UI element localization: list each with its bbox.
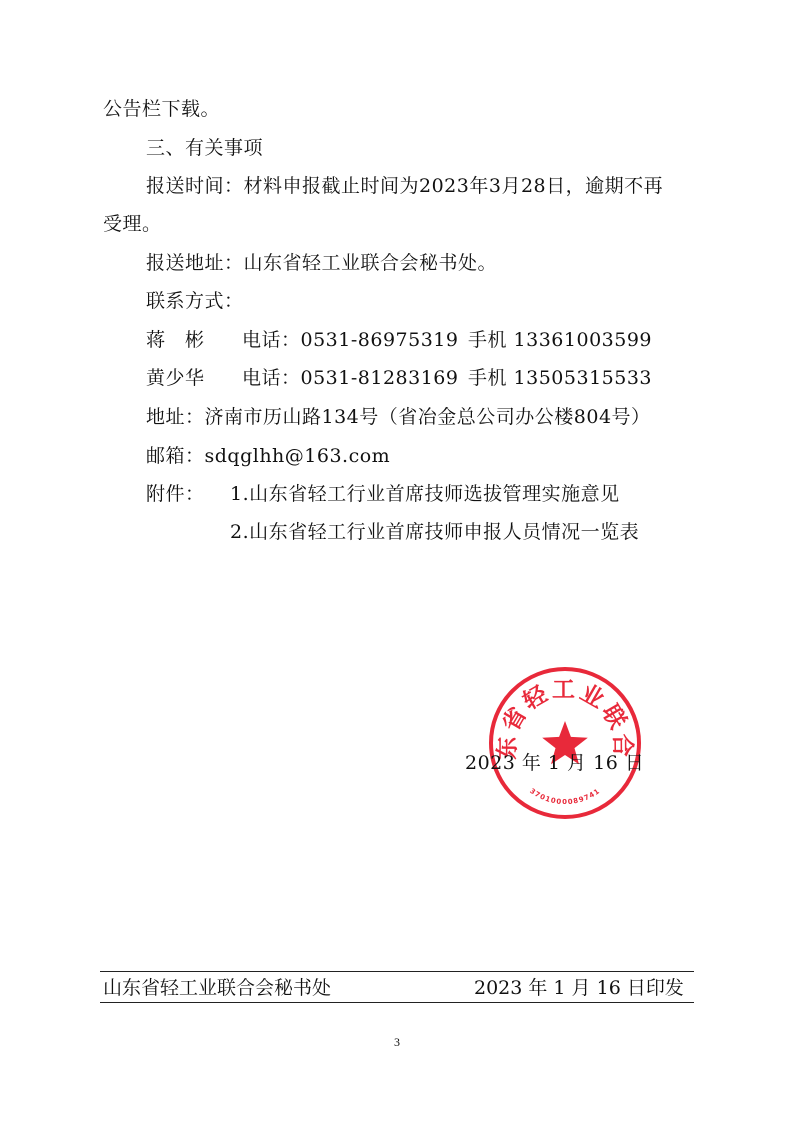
deadline-line-2: 受理。 — [103, 213, 162, 235]
contact-mobile: 手机 13505315533 — [468, 367, 653, 389]
footer-top-rule — [100, 971, 694, 972]
contact-row — [146, 365, 652, 391]
contact-name: 蒋 彬 — [146, 329, 205, 351]
section-heading: 三、有关事项 — [146, 137, 264, 159]
attachments-label: 附件： — [146, 483, 205, 505]
signature-date: 2023 年 1 月 16 日 — [465, 752, 645, 774]
footer-issue-date: 2023 年 1 月 16 日印发 — [474, 977, 684, 999]
contact-row — [146, 327, 652, 353]
attachment-item: 1.山东省轻工行业首席技师选拔管理实施意见 — [230, 483, 620, 505]
contact-phone: 电话：0531-81283169 — [242, 367, 459, 389]
official-seal — [487, 665, 643, 821]
page-number: 3 — [394, 1035, 400, 1049]
paragraph-continuation: 公告栏下载。 — [103, 98, 221, 120]
contact-phone: 电话：0531-86975319 — [242, 329, 459, 351]
attachment-item: 2.山东省轻工行业首席技师申报人员情况一览表 — [230, 521, 640, 543]
contact-name: 黄少华 — [146, 367, 205, 389]
street-address: 地址：济南市历山路134号（省冶金总公司办公楼804号） — [146, 406, 651, 428]
email-line: 邮箱：sdqglhh@163.com — [146, 445, 391, 467]
contact-heading: 联系方式： — [146, 290, 244, 312]
footer-bottom-rule — [100, 1002, 694, 1003]
footer-issuer: 山东省轻工业联合会秘书处 — [103, 977, 332, 999]
contact-mobile: 手机 13361003599 — [468, 329, 653, 351]
seal-serial-number: 3701000089741 — [528, 787, 602, 807]
deadline-line-1: 报送时间：材料申报截止时间为2023年3月28日，逾期不再 — [146, 175, 664, 197]
submission-address: 报送地址：山东省轻工业联合会秘书处。 — [146, 252, 498, 274]
seal-ring-text: 东省轻工业联合 — [494, 677, 636, 760]
